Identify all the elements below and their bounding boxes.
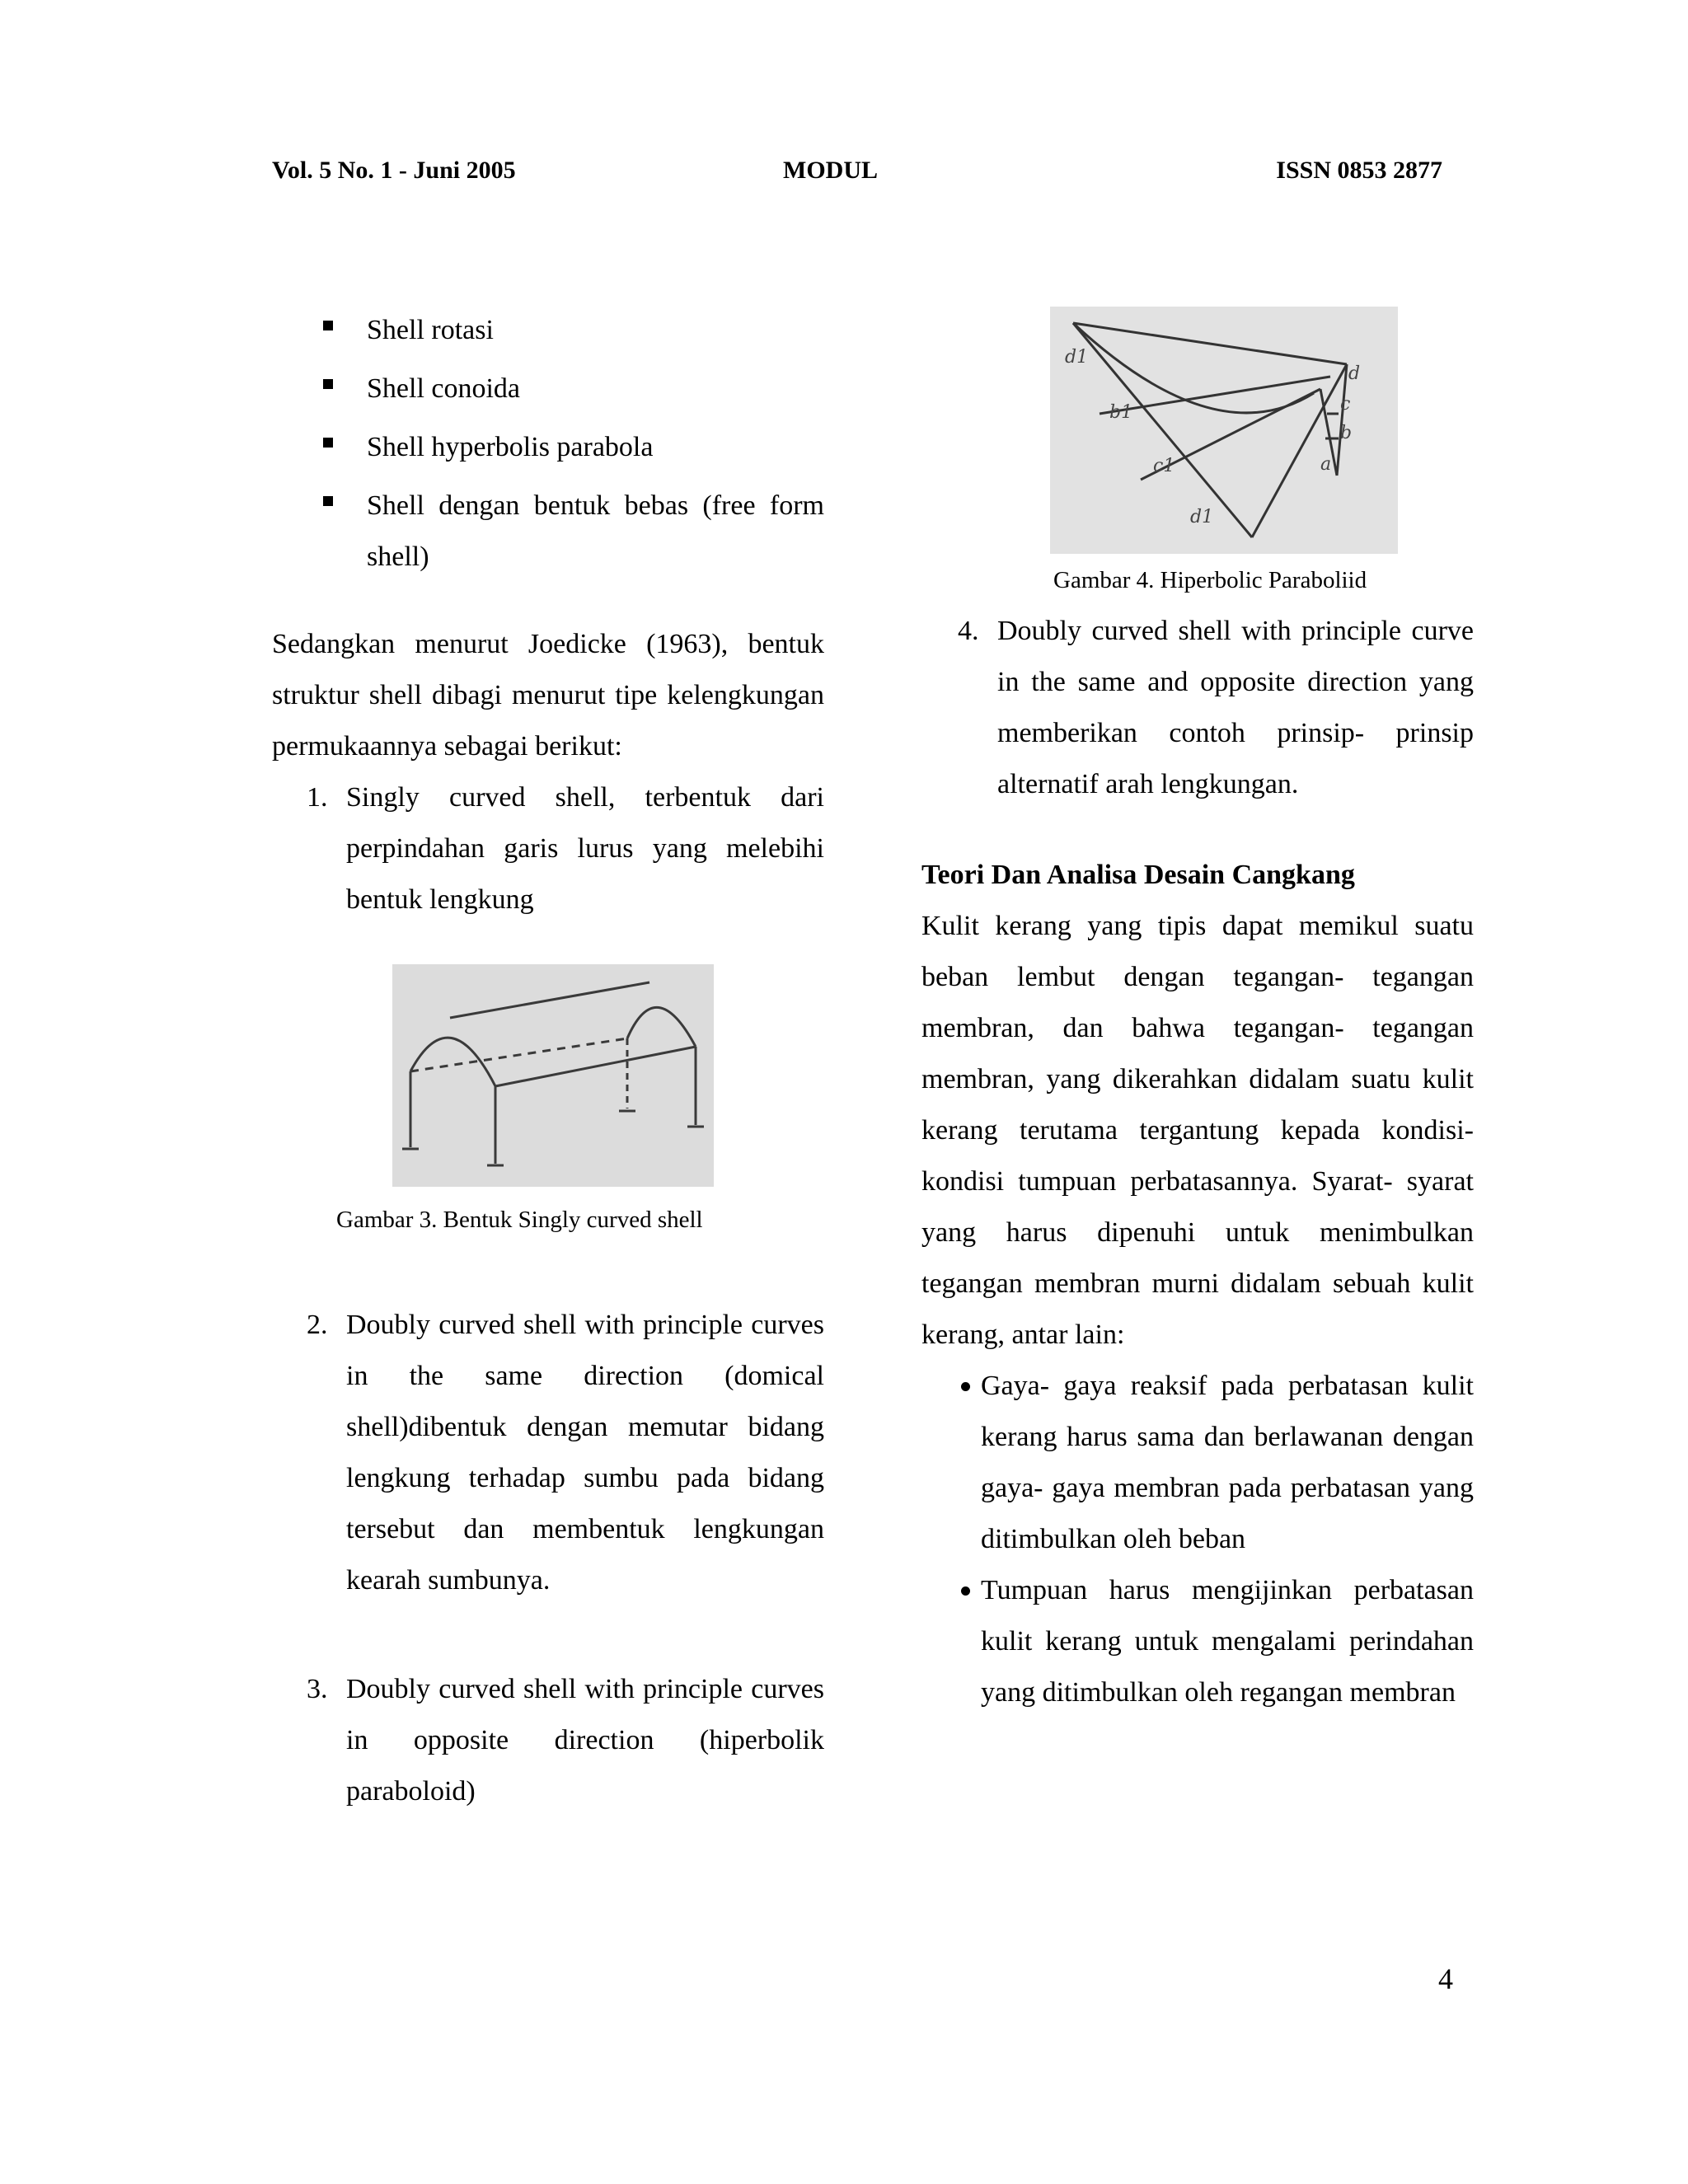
label-c1: c1 [1153,456,1175,476]
numbered-item-2: 2. Doubly curved shell with principle curves in the same direction (domical shell)dibentuk dengan memutar bidang lengkung terhadap sumbu pada bidang tersebut dan membentuk lengkungan kearah sumbunya. [307,1310,824,1596]
page-number: 4 [1438,1962,1453,1995]
figure-3-caption: Gambar 3. Bentuk Singly curved shell [336,1207,703,1233]
numbered-item-4: 4. Doubly curved shell with principle curve in the same and opposite direction yang memberikan contoh prinsip- prinsip alternatif arah lengkungan. [958,616,1474,799]
label-c: c [1340,394,1351,415]
figure-singly-curved-shell [392,964,714,1187]
section-heading: Teori Dan Analisa Desain Cangkang [921,860,1355,890]
bullet-dot-icon [961,1586,970,1596]
hyperbolic-paraboloid-drawing [1050,307,1398,554]
square-bullet-icon [323,438,333,448]
section-paragraph: Kulit kerang yang tipis dapat memikul suatu beban lembut dengan tegangan- tegangan membran, dan bahwa tegangan- tegangan membran, yang dikerahkan didalam suatu kulit kerang terutama tergantung kepada kondisi- kondisi tumpuan perbatasannya. Syarat- syarat yang harus dipenuhi untuk menimbulkan tegangan membran murni didalam sebuah kulit kerang, antar lain: [921,911,1474,1350]
list-item: Shell dengan bentuk bebas (free form shell) [272,480,824,583]
figure-4-caption: Gambar 4. Hiperbolic Paraboliid [1053,567,1367,593]
square-bullet-icon [323,321,333,330]
square-bullet-icon [323,379,333,389]
volume-info: Vol. 5 No. 1 - Juni 2005 [272,157,516,184]
list-item: Shell rotasi [272,305,824,356]
label-d1-top: d1 [1065,347,1089,368]
intro-paragraph: Sedangkan menurut Joedicke (1963), bentuk struktur shell dibagi menurut tipe kelengkungan permukaannya sebagai berikut: [272,629,824,762]
shell-type-list [272,305,824,583]
list-item: Shell hyperbolis parabola [272,422,824,473]
membrane-conditions-list [921,1361,1474,1718]
label-b1: b1 [1109,402,1133,423]
bullet-dot-icon [961,1382,970,1391]
numbered-item-1: 1. Singly curved shell, terbentuk dari perpindahan garis lurus yang melebihi bentuk lengkung [307,782,824,915]
journal-name: MODUL [783,157,878,184]
label-d1-bottom: d1 [1190,507,1214,527]
label-d: d [1348,363,1361,384]
figure-hyperbolic-paraboloid [1050,307,1398,554]
list-item: Tumpuan harus mengijinkan perbatasan kulit kerang untuk mengalami perindahan yang ditimbulkan oleh regangan membran [921,1565,1474,1718]
label-b: b [1340,423,1353,443]
numbered-item-3: 3. Doubly curved shell with principle curves in opposite direction (hiperbolik paraboloid) [307,1674,824,1807]
singly-curved-shell-drawing [392,964,714,1187]
running-header [272,157,1442,190]
label-a: a [1320,454,1332,475]
list-item: Shell conoida [272,363,824,415]
list-item: Gaya- gaya reaksif pada perbatasan kulit kerang harus sama dan berlawanan dengan gaya- gaya membran pada perbatasan yang ditimbulkan oleh beban [921,1361,1474,1565]
square-bullet-icon [323,496,333,506]
right-column [921,606,1474,1718]
issn: ISSN 0853 2877 [1276,157,1442,184]
